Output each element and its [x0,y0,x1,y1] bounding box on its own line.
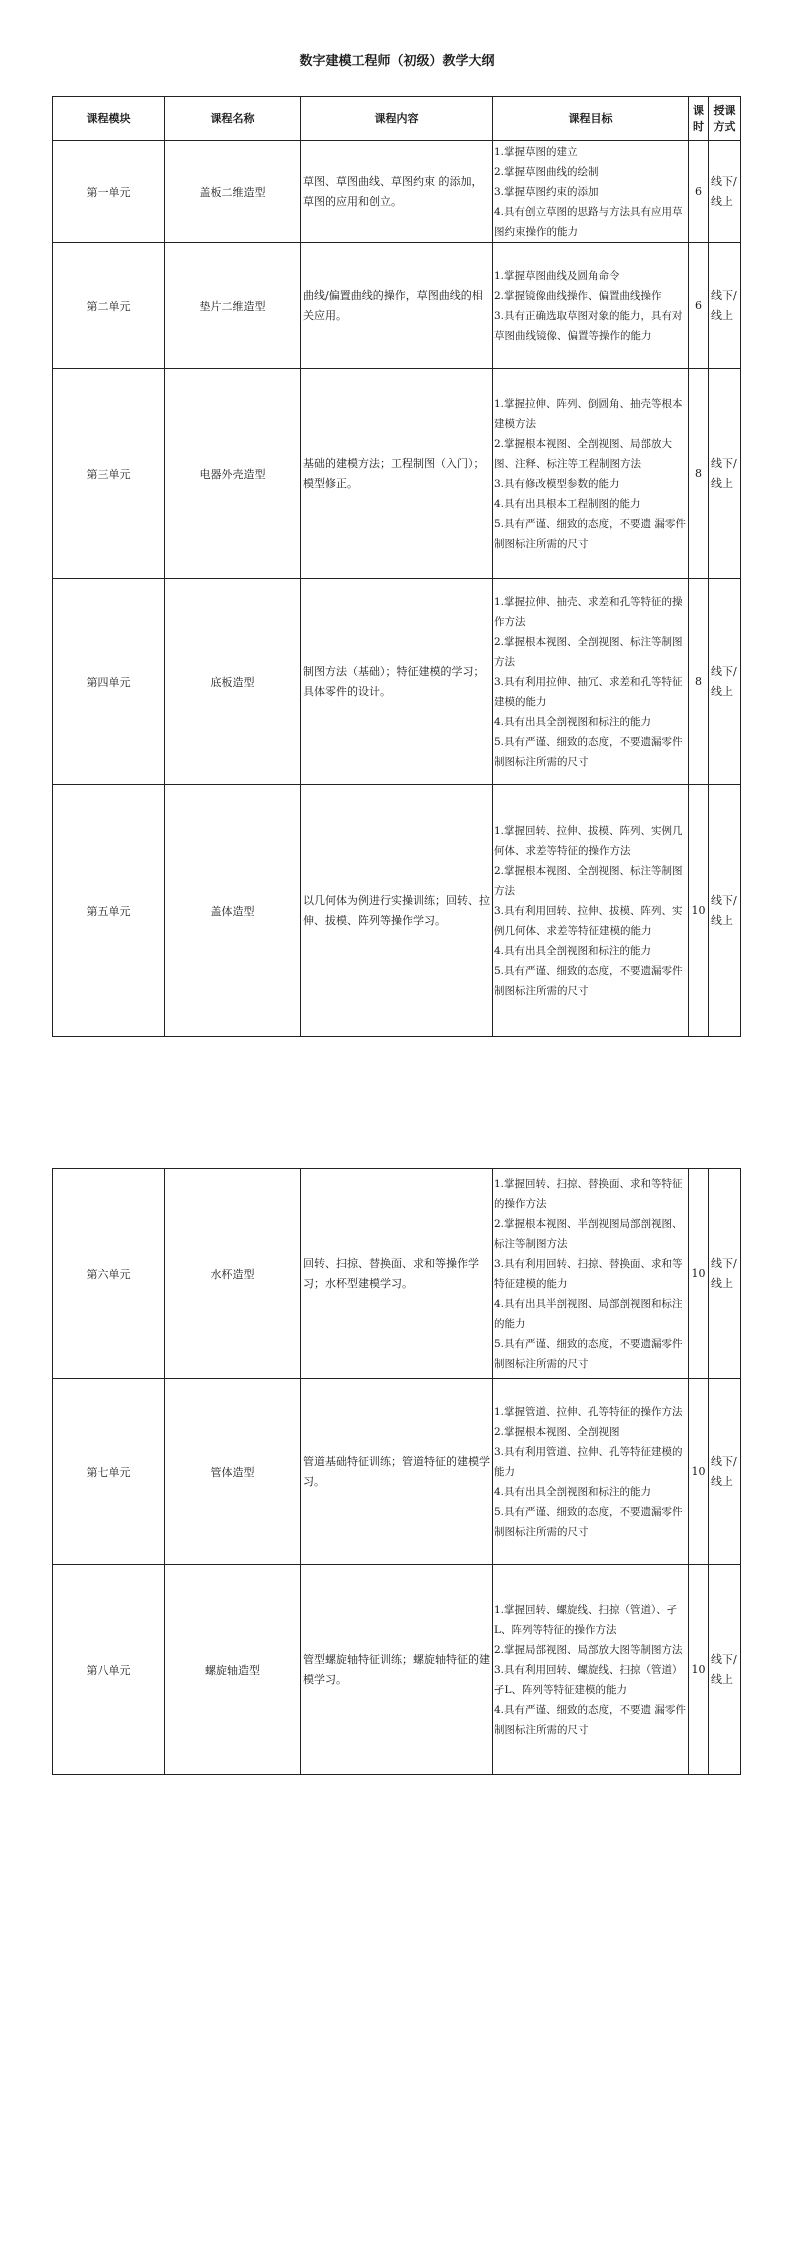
cell-goals [493,1169,689,1379]
goal-item: 1.掌握管道、拉伸、孔等特征的操作方法 [494,1405,683,1418]
cell-course-name: 盖板二维造型 [165,141,301,243]
cell-course-name: 电器外壳造型 [165,369,301,579]
goal-item: 2.掌握根本视图、全剖视图、标注等制图方法 [494,864,683,897]
table-row [53,141,741,243]
cell-hours: 6 [689,141,709,243]
cell-mode: 线下/线上 [709,1379,741,1565]
goal-item: 1.掌握草图曲线及圆角命令 [494,269,620,282]
cell-hours: 10 [689,1565,709,1775]
table-row [53,369,741,579]
goal-item: 3.掌握草图约束的添加 [494,185,599,198]
goal-item: 1.掌握草图的建立 [494,145,578,158]
syllabus-table-part-2 [52,1168,741,1775]
cell-content: 以几何体为例进行实操训练；回转、拉伸、拔模、阵列等操作学习。 [301,785,493,1037]
cell-course-name: 水杯造型 [165,1169,301,1379]
cell-mode: 线下/线上 [709,579,741,785]
goal-item: 4.具有出具全剖视图和标注的能力 [494,1485,652,1498]
cell-content: 回转、扫掠、替换面、求和等操作学习；水杯型建模学习。 [301,1169,493,1379]
goal-item: 4.具有出具根本工程制图的能力 [494,497,641,510]
cell-hours: 10 [689,1169,709,1379]
cell-course-name: 管体造型 [165,1379,301,1565]
goal-item: 2.掌握草图曲线的绘制 [494,165,599,178]
goal-item: 3.具有利用拉伸、抽冗、求差和孔等特征建模的能力 [494,675,683,708]
cell-mode: 线下/线上 [709,243,741,369]
goal-item: 5.具有严谨、细致的态度，不要遗漏零件制图标注所需的尺寸 [494,1337,683,1370]
goal-item: 5.具有严谨、细致的态度，不要遗漏零件制图标注所需的尺寸 [494,964,683,997]
cell-course-name: 盖体造型 [165,785,301,1037]
cell-goals [493,141,689,243]
cell-goals [493,1379,689,1565]
goal-item: 3.具有正确选取草图对象的能力，具有对草图曲线镜像、偏置等操作的能力 [494,309,683,342]
header-name: 课程名称 [165,97,301,141]
cell-module: 第五单元 [53,785,165,1037]
cell-module: 第七单元 [53,1379,165,1565]
page-title: 数字建模工程师（初级）教学大纲 [299,54,495,69]
cell-goals [493,579,689,785]
table-header-row [53,97,741,141]
goal-item: 4.具有严谨、细致的态度，不要遗 漏零件制图标注所需的尺寸 [494,1703,686,1736]
cell-mode: 线下/线上 [709,141,741,243]
goal-item: 5.具有严谨、细致的态度，不要遗 漏零件制图标注所需的尺寸 [494,517,686,550]
cell-content: 管道基础特征训练；管道特征的建模学习。 [301,1379,493,1565]
goal-item: 1.掌握回转、拉伸、拔模、阵列、实例几何体、求差等特征的操作方法 [494,824,683,857]
goal-item: 1.掌握拉伸、阵列、倒圆角、抽壳等根本建模方法 [494,397,683,430]
cell-mode: 线下/线上 [709,785,741,1037]
header-module: 课程模块 [53,97,165,141]
goal-item: 5.具有严谨、细致的态度，不要遗漏零件制图标注所需的尺寸 [494,735,683,768]
goal-item: 2.掌握根本视图、全剖视图、标注等制图方法 [494,635,683,668]
goal-item: 2.掌握根本视图、半剖视图局部剖视图、标注等制图方法 [494,1217,683,1250]
table-row [53,785,741,1037]
goal-item: 3.具有利用回转、拉伸、拔模、阵列、实例几何体、求差等特征建模的能力 [494,904,683,937]
goal-item: 3.具有修改模型参数的能力 [494,477,620,490]
header-content: 课程内容 [301,97,493,141]
cell-module: 第八单元 [53,1565,165,1775]
goal-item: 1.掌握回转、螺旋线、扫掠（管道）、孑L、阵列等特征的操作方法 [494,1603,678,1636]
header-mode: 授课方式 [709,97,741,141]
goal-item: 4.具有出具全剖视图和标注的能力 [494,944,652,957]
goal-item: 3.具有利用回转、螺旋线、扫掠（管道）孑L、阵列等特征建模的能力 [494,1663,683,1696]
goal-item: 4.具有出具全剖视图和标注的能力 [494,715,652,728]
goal-item: 5.具有严谨、细致的态度，不要遗漏零件制图标注所需的尺寸 [494,1505,683,1538]
cell-module: 第六单元 [53,1169,165,1379]
cell-module: 第三单元 [53,369,165,579]
cell-content: 草图、草图曲线、草图约束 的添加，草图的应用和创立。 [301,141,493,243]
cell-hours: 10 [689,1379,709,1565]
goal-item: 3.具有利用回转、扫掠、替换面、求和等特征建模的能力 [494,1257,683,1290]
goal-item: 1.掌握拉伸、抽壳、求差和孔等特征的操作方法 [494,595,683,628]
cell-goals [493,243,689,369]
cell-content: 制图方法（基础）；特征建模的学习；具体零件的设计。 [301,579,493,785]
table-row [53,1379,741,1565]
cell-goals [493,1565,689,1775]
goal-item: 1.掌握回转、扫掠、替换面、求和等特征的操作方法 [494,1177,683,1210]
cell-hours: 6 [689,243,709,369]
goal-item: 2.掌握根本视图、全剖视图 [494,1425,620,1438]
table-row [53,1565,741,1775]
table-row [53,1169,741,1379]
cell-content: 基础的建模方法；工程制图（入门）；模型修正。 [301,369,493,579]
goal-item: 3.具有利用管道、拉伸、孔等特征建模的能力 [494,1445,683,1478]
goal-item: 2.掌握镜像曲线操作、偏置曲线操作 [494,289,662,302]
header-goal: 课程目标 [493,97,689,141]
cell-content: 管型螺旋轴特征训练；螺旋轴特征的建模学习。 [301,1565,493,1775]
cell-hours: 8 [689,579,709,785]
cell-hours: 10 [689,785,709,1037]
cell-mode: 线下/线上 [709,1169,741,1379]
cell-mode: 线下/线上 [709,1565,741,1775]
goal-item: 2.掌握根本视图、全剖视图、局部放大图、注释、标注等工程制图方法 [494,437,673,470]
cell-course-name: 垫片二维造型 [165,243,301,369]
cell-goals [493,785,689,1037]
goal-item: 4.具有创立草图的思路与方法具有应用草图约束操作的能力 [494,205,683,238]
cell-module: 第二单元 [53,243,165,369]
header-hours: 课时 [689,97,709,141]
cell-course-name: 螺旋轴造型 [165,1565,301,1775]
cell-module: 第四单元 [53,579,165,785]
table-row [53,243,741,369]
goal-item: 2.掌握局部视图、局部放大图等制图方法 [494,1643,683,1656]
syllabus-table-part-1 [52,96,741,1037]
cell-goals [493,369,689,579]
goal-item: 4.具有出具半剖视图、局部剖视图和标注的能力 [494,1297,683,1330]
cell-mode: 线下/线上 [709,369,741,579]
cell-course-name: 底板造型 [165,579,301,785]
cell-module: 第一单元 [53,141,165,243]
cell-hours: 8 [689,369,709,579]
table-row [53,579,741,785]
cell-content: 曲线/偏置曲线的操作，草图曲线的相关应用。 [301,243,493,369]
